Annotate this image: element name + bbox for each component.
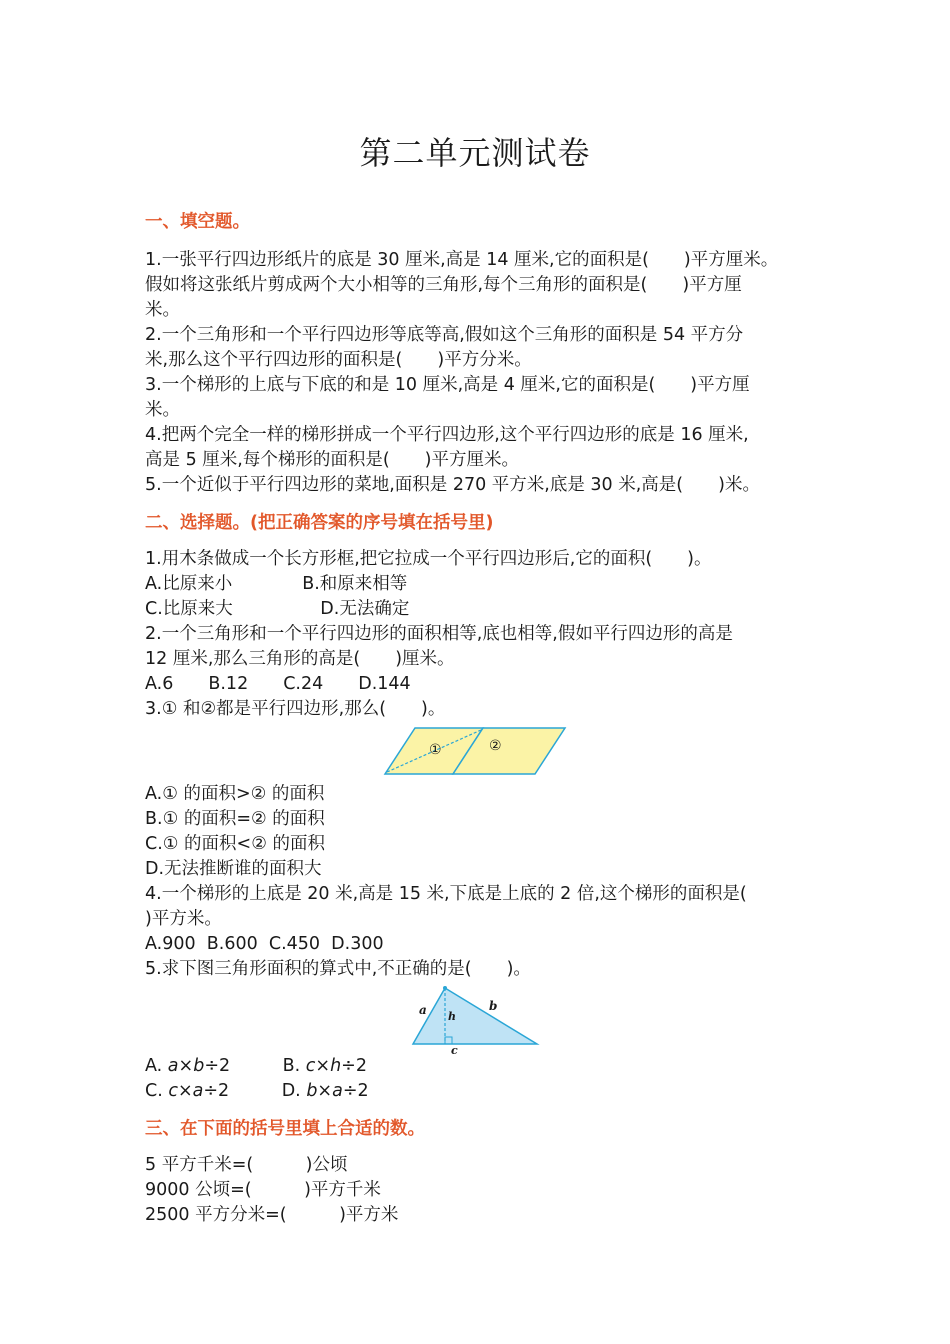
choice-option: D.无法推断谁的面积大 xyxy=(145,859,322,879)
parallelograms-figure xyxy=(145,722,825,782)
question-line: 2500 平方分米=( )平方米 xyxy=(145,1205,399,1225)
var: a xyxy=(167,1056,179,1076)
section-heading-multiple-choice: 二、选择题。(把正确答案的序号填在括号里) xyxy=(145,513,494,533)
parallelograms-svg xyxy=(145,718,825,778)
label-b: b xyxy=(489,999,498,1013)
question-line: 2.一个三角形和一个平行四边形的面积相等,底也相等,假如平行四边形的高是 xyxy=(145,624,733,644)
choice-options: C.比原来大 D.无法确定 xyxy=(145,599,410,619)
choice-options: A.6 B.12 C.24 D.144 xyxy=(145,674,411,694)
parallelogram-1-label: ① xyxy=(429,742,442,758)
question-line: )平方米。 xyxy=(145,909,222,929)
op: × xyxy=(177,1081,193,1101)
question-line: 3.① 和②都是平行四边形,那么( )。 xyxy=(145,699,446,719)
choice-question-4 xyxy=(145,882,825,957)
question-line: 9000 公顷=( )平方千米 xyxy=(145,1180,381,1200)
choice-options-cd xyxy=(145,1079,825,1104)
gap xyxy=(229,1081,282,1101)
worksheet-content xyxy=(145,210,825,1228)
choice-options: A.900 B.600 C.450 D.300 xyxy=(145,934,384,954)
question-line: 5 平方千米=( )公顷 xyxy=(145,1155,348,1175)
unit-conversion-questions xyxy=(145,1153,825,1228)
question-line: 米,那么这个平行四边形的面积是( )平方分米。 xyxy=(145,350,532,370)
apex-dot xyxy=(443,986,447,990)
triangle-figure xyxy=(145,982,825,1057)
label-c: c xyxy=(451,1044,458,1057)
choice-option: C.① 的面积<② 的面积 xyxy=(145,834,325,854)
var: h xyxy=(330,1056,342,1076)
question-line: 米。 xyxy=(145,300,180,320)
gap xyxy=(230,1056,283,1076)
choice-question-1 xyxy=(145,547,825,622)
choice-question-5 xyxy=(145,957,825,1104)
choice-options-ab xyxy=(145,1054,825,1079)
question-line: 4.一个梯形的上底是 20 米,高是 15 米,下底是上底的 2 倍,这个梯形的面积是( xyxy=(145,884,747,904)
question-line: 2.一个三角形和一个平行四边形等底等高,假如这个三角形的面积是 54 平方分 xyxy=(145,325,744,345)
triangle-svg xyxy=(145,982,825,1057)
var: b xyxy=(306,1081,318,1101)
var: c xyxy=(168,1081,178,1101)
question-line: 3.一个梯形的上底与下底的和是 10 厘米,高是 4 厘米,它的面积是( )平方厘 xyxy=(145,375,750,395)
tail: ÷2 xyxy=(203,1081,230,1101)
var: b xyxy=(193,1056,205,1076)
choice-options: A.比原来小 B.和原来相等 xyxy=(145,574,408,594)
option-prefix: A. xyxy=(145,1056,168,1076)
section-heading-unit-conversion: 三、在下面的括号里填上合适的数。 xyxy=(145,1119,425,1139)
var: a xyxy=(332,1081,343,1101)
tail: ÷2 xyxy=(204,1056,231,1076)
question-line: 高是 5 厘米,每个梯形的面积是( )平方厘米。 xyxy=(145,450,519,470)
option-prefix: B. xyxy=(282,1056,306,1076)
choice-question-3 xyxy=(145,697,825,882)
tail: ÷2 xyxy=(342,1081,369,1101)
question-line: 假如将这张纸片剪成两个大小相等的三角形,每个三角形的面积是( )平方厘 xyxy=(145,275,742,295)
question-line: 1.一张平行四边形纸片的底是 30 厘米,高是 14 厘米,它的面积是( )平方厘米。 xyxy=(145,250,779,270)
option-prefix: C. xyxy=(145,1081,169,1101)
section-heading-fill-blank: 一、填空题。 xyxy=(145,212,250,232)
op: × xyxy=(178,1056,194,1076)
question-line: 1.用木条做成一个长方形框,把它拉成一个平行四边形后,它的面积( )。 xyxy=(145,549,712,569)
var: a xyxy=(192,1081,204,1101)
label-a: a xyxy=(419,1003,427,1017)
page-title: 第二单元测试卷 xyxy=(359,134,591,172)
option-prefix: D. xyxy=(281,1081,307,1101)
fill-blank-questions xyxy=(145,248,825,498)
label-h: h xyxy=(448,1010,456,1023)
question-line: 4.把两个完全一样的梯形拼成一个平行四边形,这个平行四边形的底是 16 厘米, xyxy=(145,425,749,445)
question-line: 5.求下图三角形面积的算式中,不正确的是( )。 xyxy=(145,959,531,979)
choice-option: A.① 的面积>② 的面积 xyxy=(145,784,325,804)
question-line: 5.一个近似于平行四边形的菜地,面积是 270 平方米,底是 30 米,高是( )米。 xyxy=(145,475,760,495)
parallelogram-2-label: ② xyxy=(489,738,502,754)
op: × xyxy=(317,1081,333,1101)
triangle-shape xyxy=(413,988,537,1044)
question-line: 12 厘米,那么三角形的高是( )厘米。 xyxy=(145,649,455,669)
choice-option: B.① 的面积=② 的面积 xyxy=(145,809,325,829)
choice-question-2 xyxy=(145,622,825,697)
question-line: 米。 xyxy=(145,400,180,420)
tail: ÷2 xyxy=(341,1056,367,1076)
op: × xyxy=(315,1056,331,1076)
var: c xyxy=(305,1056,316,1076)
